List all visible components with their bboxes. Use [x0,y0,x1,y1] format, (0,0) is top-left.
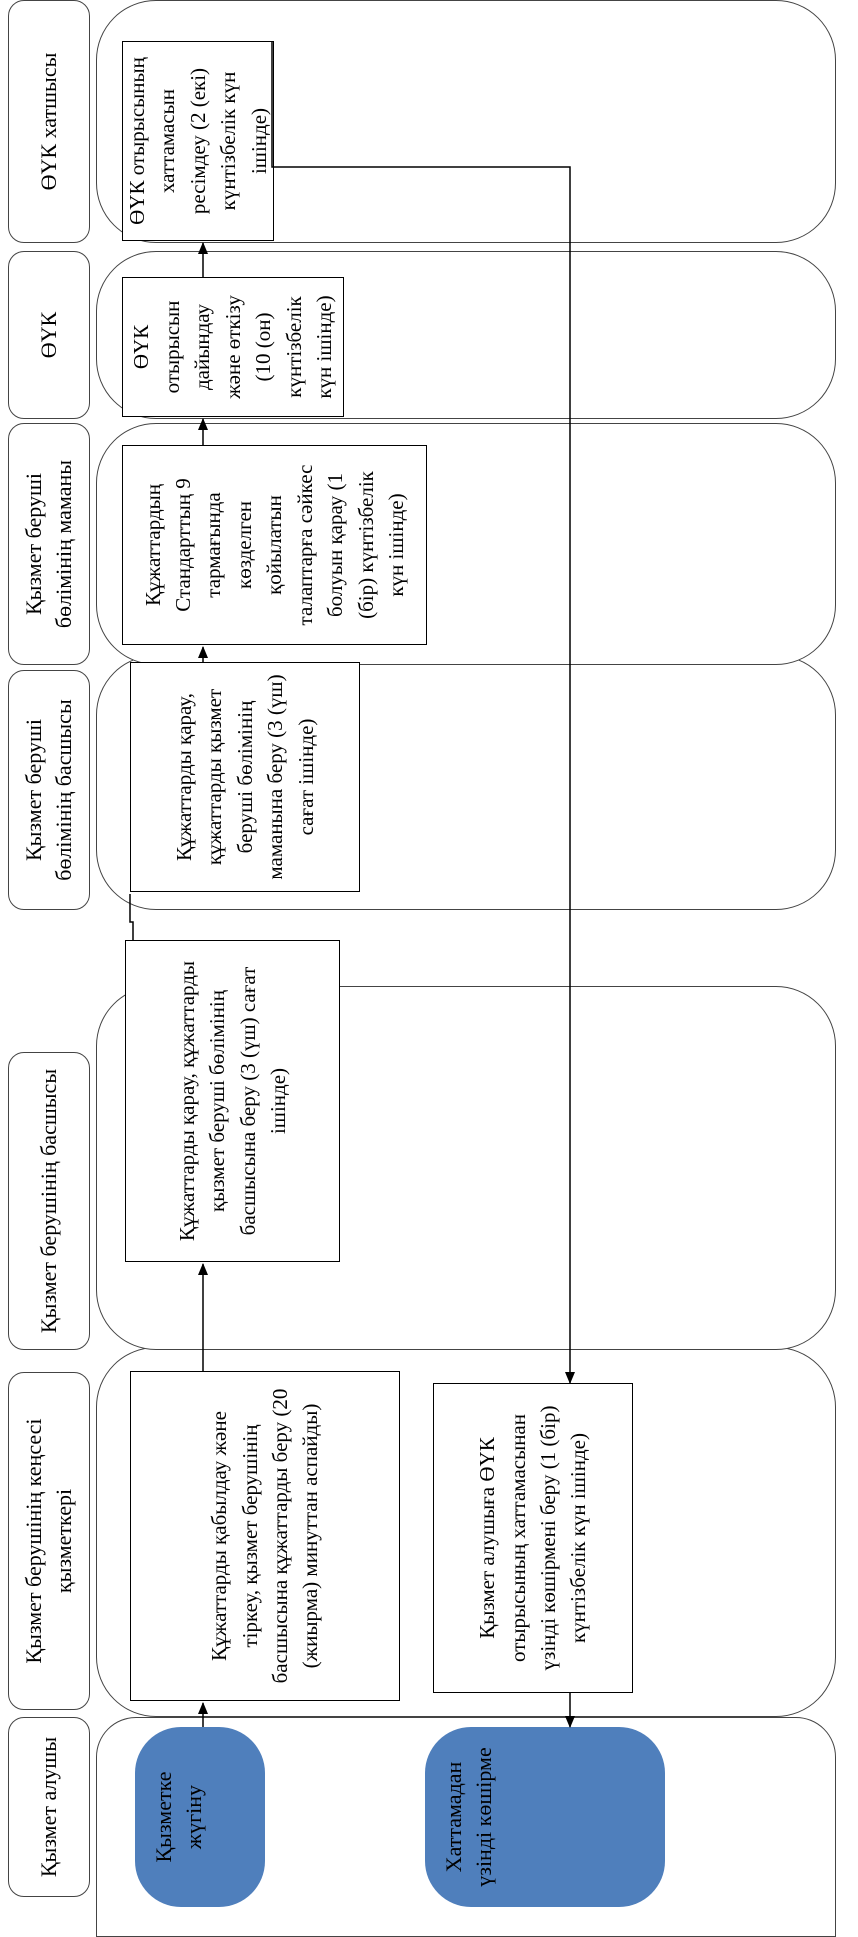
step-accept-text: Құжаттарды қабылдау және тіркеу, қызмет берушінің басшысына құжаттарды беру (20 (жиырма) минуттан аспайды) [207,1388,323,1684]
lane-label-commission-text: ӨҮК [36,311,62,359]
lane-label-applicant-text: Қызмет алушы [36,1736,62,1878]
step-head-review-text: Құжаттарды қарау, құжаттарды қызмет беруші бөлімінің басшысына беру (3 (үш) сағат ішінде) [174,960,290,1242]
step-commission-text: ӨҮК отырысын дайындау және өткізу (10 (он) күнтізбелік күн ішінде) [129,295,337,399]
step-issue-copy-text: Қызмет алушыға ӨҮК отырысының хаттамасынан үзінді көшірмені беру (1 (бір) күнтізбелік күн ішінде) [475,1405,591,1671]
lane-label-head-text: Қызмет берушінің басшысы [36,1068,62,1334]
end-terminal-text: Хаттамадан үзінді көшірме [441,1747,496,1887]
start-terminal-text: Қызметке жүгіну [151,1771,206,1863]
arrow-head-to-dept [130,894,133,940]
lane-label-office-text: Қызмет берушінің кеңсесі қызметкері [21,1418,76,1664]
lane-label-dept-head-text: Қызмет беруші бөлімінің басшысы [21,699,76,881]
step-dept-review-text: Құжаттарды қарау, құжаттарды қызмет беруші бөлімінің маманына беру (3 (үш) сағат ішінде) [171,674,318,880]
step-spec-review-text: Құжаттардың Стандарттың 9 тармағында көзделген қойылатын талаптарға сәйкес болуын қарау (1 (бір) күнтізбелік күн ішінде) [140,464,409,626]
arrow-protocol-to-issue [272,41,570,1383]
step-protocol-text: ӨҮК отырысының хаттамасын ресімдеу (2 (екі) күнтізбелік күн ішінде) [124,57,271,225]
lane-label-specialist-text: Қызмет беруші бөлімінің маманы [21,459,76,629]
lane-label-secretary-text: ӨҮК хатшысы [36,52,62,191]
